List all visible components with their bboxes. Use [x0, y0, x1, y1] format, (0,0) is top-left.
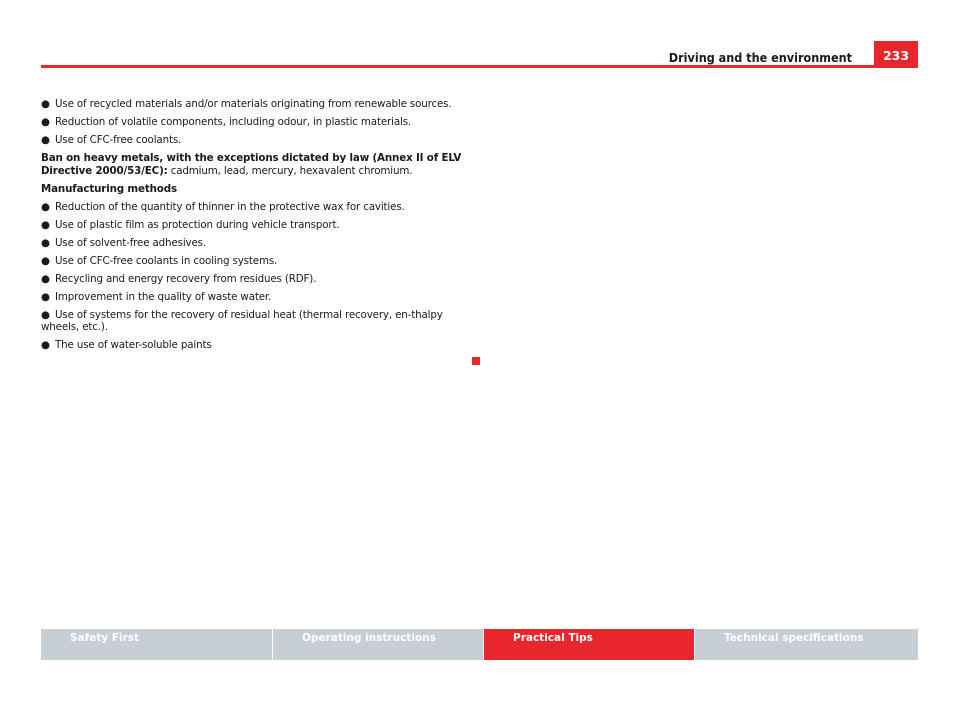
- tab-technical-specifications[interactable]: Technical specifications: [695, 629, 918, 660]
- list-item: ● Reduction of the quantity of thinner in the protective wax for cavities.: [41, 200, 405, 213]
- bullet-icon: ●: [41, 116, 50, 128]
- tab-practical-tips[interactable]: Practical Tips: [484, 629, 695, 660]
- list-item: ● Improvement in the quality of waste water.: [41, 290, 272, 303]
- tab-operating-instructions[interactable]: Operating instructions: [273, 629, 484, 660]
- bullet-icon: ●: [41, 254, 50, 267]
- bullet-icon: ●: [41, 218, 50, 231]
- list-item: ● Use of plastic film as protection during vehicle transport.: [41, 218, 340, 231]
- bullet-icon: ●: [41, 272, 50, 285]
- list-item: ● Use of CFC-free coolants.: [41, 134, 182, 146]
- header-divider: [41, 65, 918, 68]
- page-number: 233: [874, 41, 918, 65]
- list-item: ● Reduction of volatile components, including odour, in plastic materials.: [41, 116, 412, 128]
- list-item: ● Use of systems for the recovery of residual heat (thermal recovery, en-thalpy wheels, etc.).: [41, 308, 443, 333]
- list-item: ● The use of water-soluble paints: [41, 339, 212, 351]
- heavy-metals-paragraph: Ban on heavy metals, with the exceptions dictated by law (Annex II of ELV Directive 2000/53/EC): cadmium, lead, mercury, hexavalent chromium.: [41, 152, 462, 177]
- end-of-section-marker: [472, 357, 480, 365]
- section-heading: Manufacturing methods: [41, 182, 177, 195]
- page-content: [41, 98, 481, 357]
- list-item: ● Use of solvent-free adhesives.: [41, 236, 207, 249]
- list-item: ● Use of recycled materials and/or materials originating from renewable sources.: [41, 98, 452, 110]
- tab-safety-first[interactable]: Safety First: [41, 629, 273, 660]
- list-item: ● Use of CFC-free coolants in cooling systems.: [41, 254, 278, 267]
- bullet-icon: ●: [41, 98, 50, 110]
- page-header-title: Driving and the environment: [668, 50, 852, 65]
- bullet-icon: ●: [41, 236, 50, 249]
- bullet-icon: ●: [41, 290, 50, 303]
- bullet-icon: ●: [41, 339, 50, 351]
- bullet-icon: ●: [41, 134, 50, 146]
- list-item: ● Recycling and energy recovery from residues (RDF).: [41, 272, 317, 285]
- section-tab-bar: [41, 629, 918, 660]
- bullet-icon: ●: [41, 308, 50, 321]
- bullet-icon: ●: [41, 200, 50, 213]
